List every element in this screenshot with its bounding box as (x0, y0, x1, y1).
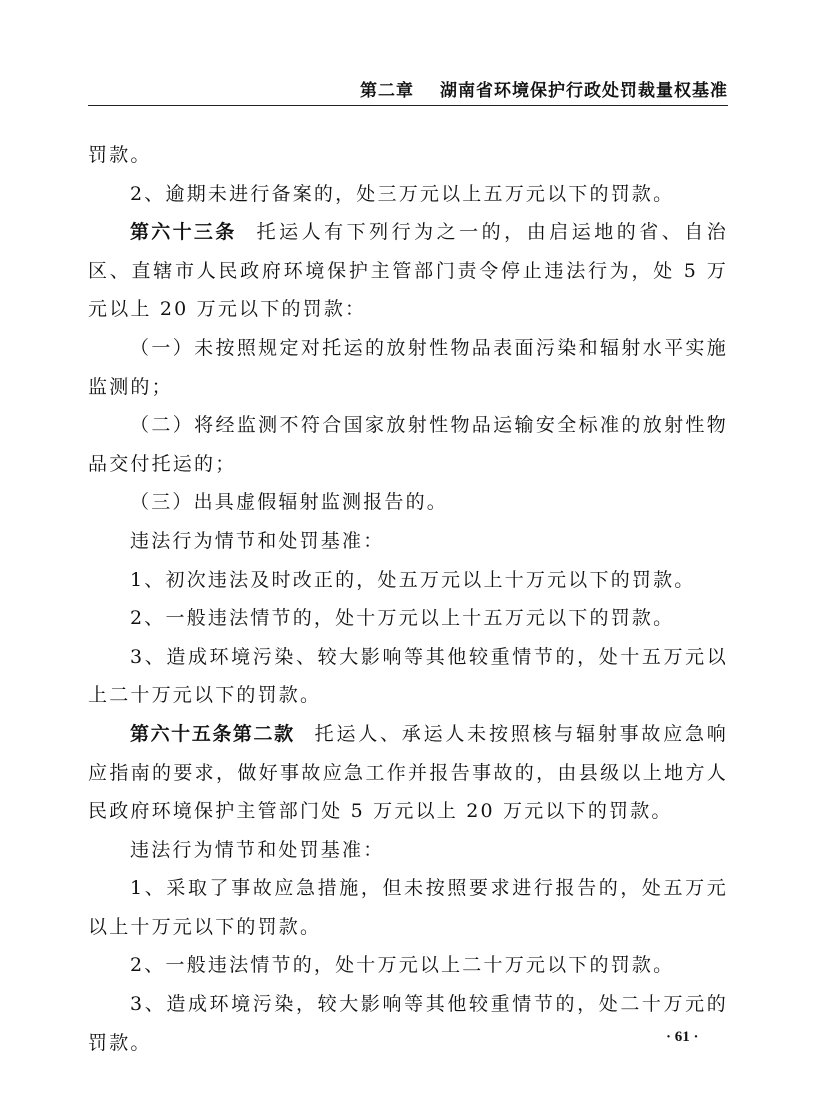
paragraph: （一）未按照规定对托运的放射性物品表面污染和辐射水平实施监测的； (88, 336, 728, 398)
paragraph: 2、一般违法情节的，处十万元以上十五万元以下的罚款。 (130, 607, 675, 630)
paragraph: 违法行为情节和处罚基准： (130, 529, 385, 552)
chapter-label: 第二章 (360, 81, 414, 101)
paragraph: 1、初次违法及时改正的，处五万元以上十万元以下的罚款。 (130, 568, 696, 591)
paragraph: 3、造成环境污染、较大影响等其他较重情节的，处十五万元以上二十万元以下的罚款。 (88, 645, 728, 707)
article-paragraph: 第六十五条第二款 托运人、承运人未按照核与辐射事故应急响应指南的要求，做好事故应急工作并报告事故的，由县级以上地方人民政府环境保护主管部门处 5 万元以上 20 万元以下的罚款。 (88, 722, 728, 823)
body-text (88, 136, 728, 1062)
paragraph: 1、采取了事故应急措施，但未按照要求进行报告的，处五万元以上十万元以下的罚款。 (88, 877, 728, 938)
header-rule (88, 105, 728, 106)
chapter-title: 湖南省环境保护行政处罚裁量权基准 (440, 81, 728, 101)
paragraph: （三）出具虚假辐射监测报告的。 (130, 491, 449, 514)
paragraph: 3、造成环境污染，较大影响等其他较重情节的，处二十万元的罚款。 (88, 993, 728, 1054)
article-heading: 第六十五条第二款 (130, 722, 295, 745)
paragraph: 2、逾期未进行备案的，处三万元以上五万元以下的罚款。 (130, 182, 675, 205)
page-header (88, 76, 728, 104)
paragraph: （二）将经监测不符合国家放射性物品运输安全标准的放射性物品交付托运的； (88, 414, 728, 475)
article-paragraph: 第六十三条 托运人有下列行为之一的，由启运地的省、自治区、直辖市人民政府环境保护主管部门责令停止违法行为，处 5 万元以上 20 万元以下的罚款： (88, 221, 728, 321)
article-heading: 第六十三条 (130, 221, 237, 244)
paragraph: 违法行为情节和处罚基准： (130, 838, 385, 861)
paragraph: 罚款。 (88, 144, 152, 166)
paragraph: 2、一般违法情节的，处十万元以上二十万元以下的罚款。 (130, 954, 675, 977)
page-number: · 61 · (666, 1029, 699, 1045)
